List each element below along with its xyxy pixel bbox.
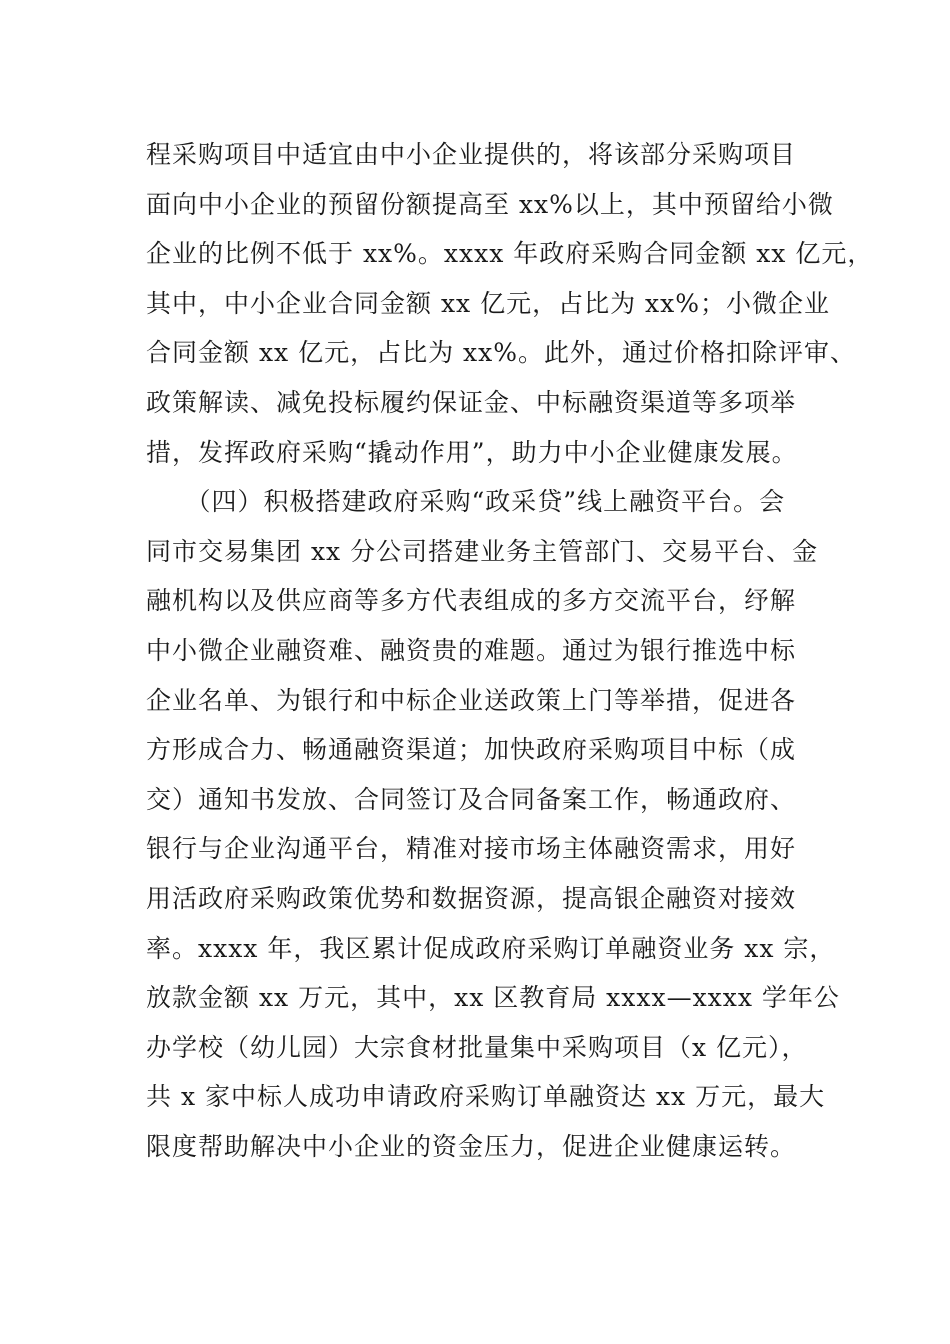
text-line: 银行与企业沟通平台，精准对接市场主体融资需求，用好 <box>146 834 797 864</box>
text-line: 限度帮助解决中小企业的资金压力，促进企业健康运转。 <box>146 1131 797 1161</box>
text-line: 企业名单、为银行和中标企业送政策上门等举措，促进各 <box>146 685 797 715</box>
text-line: 政策解读、减免投标履约保证金、中标融资渠道等多项举 <box>146 387 797 417</box>
text-line: 其中，中小企业合同金额 xx 亿元，占比为 xx%；小微企业 <box>146 288 830 318</box>
text-line: 放款金额 xx 万元，其中，xx 区教育局 xxxx—xxxx 学年公 <box>146 983 840 1013</box>
text-line: 中小微企业融资难、融资贵的难题。通过为银行推选中标 <box>146 635 797 665</box>
text-line: 措，发挥政府采购“撬动作用”，助力中小企业健康发展。 <box>146 437 798 467</box>
text-line: 面向中小企业的预留份额提高至 xx%以上，其中预留给小微 <box>146 189 834 219</box>
text-line: 程采购项目中适宜由中小企业提供的，将该部分采购项目 <box>146 140 797 169</box>
text-line: 同市交易集团 xx 分公司搭建业务主管部门、交易平台、金 <box>146 536 819 566</box>
text-line: 方形成合力、畅通融资渠道；加快政府采购项目中标（成 <box>146 735 797 765</box>
text-line: 交）通知书发放、合同签订及合同备案工作，畅通政府、 <box>146 784 797 814</box>
text-line: 合同金额 xx 亿元，占比为 xx%。此外，通过价格扣除评审、 <box>146 338 856 368</box>
text-line: 融机构以及供应商等多方代表组成的多方交流平台，纾解 <box>146 586 797 616</box>
text-line: 率。xxxx 年，我区累计促成政府采购订单融资业务 xx 宗， <box>146 933 836 963</box>
text-line: 共 x 家中标人成功申请政府采购订单融资达 xx 万元，最大 <box>146 1082 826 1112</box>
text-line: 用活政府采购政策优势和数据资源，提高银企融资对接效 <box>146 883 797 913</box>
body-text <box>146 130 874 1171</box>
text-line: 办学校（幼儿园）大宗食材批量集中采购项目（x 亿元）， <box>146 1032 808 1062</box>
text-line: 企业的比例不低于 xx%。xxxx 年政府采购合同金额 xx 亿元， <box>146 239 874 269</box>
paragraph-heading-line: （四）积极搭建政府采购“政采贷”线上融资平台。会 <box>146 487 786 517</box>
